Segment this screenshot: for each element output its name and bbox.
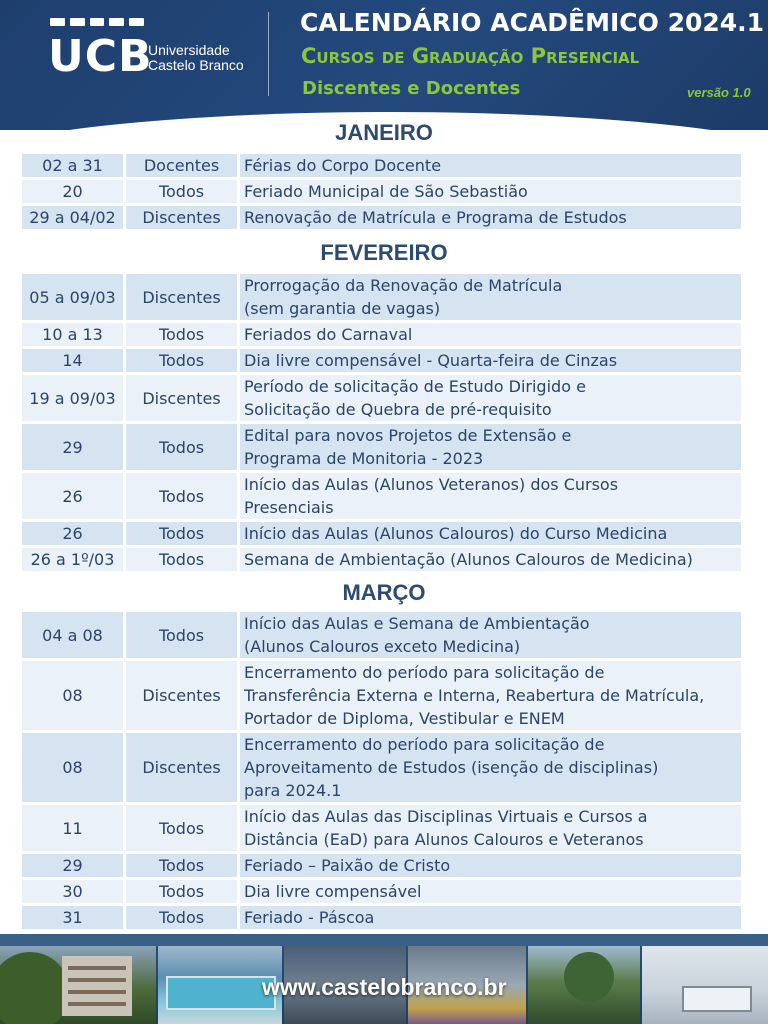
table-row (22, 733, 741, 802)
logo-wordmark: UCB (48, 31, 153, 82)
logo-university-name (148, 43, 244, 73)
month-title-marco: MARÇO (342, 580, 426, 605)
event-date: 29 (22, 424, 126, 470)
event-date: 02 a 31 (22, 154, 126, 177)
header-divider (268, 12, 269, 96)
table-row (22, 206, 741, 229)
event-description: Edital para novos Projetos de Extensão e Programa de Monitoria - 2023 (240, 424, 741, 470)
calendar-table-fevereiro (22, 271, 741, 574)
table-row (22, 154, 741, 177)
table-row (22, 522, 741, 545)
event-description: Início das Aulas das Disciplinas Virtuais e Cursos a Distância (EaD) para Alunos Calouros e Veteranos (240, 805, 741, 851)
event-description: Início das Aulas (Alunos Calouros) do Curso Medicina (240, 522, 741, 545)
page-subtitle: Cursos de Graduação Presencial (301, 44, 640, 68)
event-description: Feriado - Páscoa (240, 906, 741, 929)
logo-university-line1: Universidade (148, 42, 230, 58)
audience-label: Discentes e Docentes (302, 78, 521, 99)
event-audience: Docentes (126, 154, 240, 177)
event-audience: Todos (126, 880, 240, 903)
campus-building-photo (0, 946, 156, 1024)
event-description: Encerramento do período para solicitação de Transferência Externa e Interna, Reabertura de Matrícula, Portador de Diploma, Vestibular e ENEM (240, 661, 741, 730)
event-audience: Discentes (126, 733, 240, 802)
event-date: 14 (22, 349, 126, 372)
event-description: Férias do Corpo Docente (240, 154, 741, 177)
table-row (22, 473, 741, 519)
event-description: Início das Aulas (Alunos Veteranos) dos Cursos Presenciais (240, 473, 741, 519)
table-row (22, 424, 741, 470)
footer-banner (0, 934, 768, 1024)
event-audience: Todos (126, 424, 240, 470)
logo-university-line2: Castelo Branco (148, 57, 244, 73)
event-description: Prorrogação da Renovação de Matrícula (sem garantia de vagas) (240, 274, 741, 320)
event-date: 11 (22, 805, 126, 851)
event-date: 08 (22, 733, 126, 802)
calendar-table-marco (22, 609, 741, 932)
event-audience: Todos (126, 854, 240, 877)
event-audience: Discentes (126, 206, 240, 229)
event-audience: Todos (126, 548, 240, 571)
hospital-room-photo (642, 946, 768, 1024)
header-banner (0, 0, 768, 130)
event-date: 26 (22, 522, 126, 545)
month-title-janeiro: JANEIRO (335, 120, 433, 145)
event-date: 04 a 08 (22, 612, 126, 658)
event-date: 26 (22, 473, 126, 519)
table-row (22, 274, 741, 320)
version-label: versão 1.0 (687, 85, 751, 100)
event-description: Encerramento do período para solicitação de Aproveitamento de Estudos (isenção de disciplinas) para 2024.1 (240, 733, 741, 802)
table-row (22, 880, 741, 903)
event-audience: Discentes (126, 274, 240, 320)
website-link[interactable]: www.castelobranco.br (262, 974, 507, 1000)
table-row (22, 612, 741, 658)
logo-dots-decoration (50, 18, 144, 28)
table-row (22, 854, 741, 877)
event-date: 10 a 13 (22, 323, 126, 346)
table-row (22, 180, 741, 203)
table-row (22, 661, 741, 730)
table-row (22, 548, 741, 571)
event-date: 29 a 04/02 (22, 206, 126, 229)
event-audience: Discentes (126, 661, 240, 730)
event-description: Dia livre compensável - Quarta-feira de Cinzas (240, 349, 741, 372)
event-audience: Todos (126, 180, 240, 203)
event-audience: Todos (126, 473, 240, 519)
event-date: 30 (22, 880, 126, 903)
event-description: Feriado – Paixão de Cristo (240, 854, 741, 877)
event-description: Feriados do Carnaval (240, 323, 741, 346)
event-date: 20 (22, 180, 126, 203)
event-audience: Todos (126, 612, 240, 658)
campus-garden-photo (528, 946, 640, 1024)
event-audience: Todos (126, 349, 240, 372)
event-description: Feriado Municipal de São Sebastião (240, 180, 741, 203)
table-row (22, 349, 741, 372)
event-date: 31 (22, 906, 126, 929)
month-title-fevereiro: FEVEREIRO (320, 240, 448, 265)
event-description: Renovação de Matrícula e Programa de Estudos (240, 206, 741, 229)
event-audience: Todos (126, 906, 240, 929)
event-description: Período de solicitação de Estudo Dirigido e Solicitação de Quebra de pré-requisito (240, 375, 741, 421)
calendar-table-janeiro (22, 151, 741, 232)
table-row (22, 375, 741, 421)
ucb-logo[interactable] (48, 18, 248, 88)
event-audience: Todos (126, 805, 240, 851)
table-row (22, 906, 741, 929)
event-date: 19 a 09/03 (22, 375, 126, 421)
event-description: Início das Aulas e Semana de Ambientação (Alunos Calouros exceto Medicina) (240, 612, 741, 658)
footer-top-band (0, 934, 768, 946)
event-audience: Discentes (126, 375, 240, 421)
table-row (22, 323, 741, 346)
event-audience: Todos (126, 323, 240, 346)
event-date: 08 (22, 661, 126, 730)
event-date: 05 a 09/03 (22, 274, 126, 320)
event-date: 26 a 1º/03 (22, 548, 126, 571)
event-date: 29 (22, 854, 126, 877)
event-description: Dia livre compensável (240, 880, 741, 903)
event-audience: Todos (126, 522, 240, 545)
event-description: Semana de Ambientação (Alunos Calouros de Medicina) (240, 548, 741, 571)
table-row (22, 805, 741, 851)
page-title: CALENDÁRIO ACADÊMICO 2024.1 (300, 8, 765, 37)
